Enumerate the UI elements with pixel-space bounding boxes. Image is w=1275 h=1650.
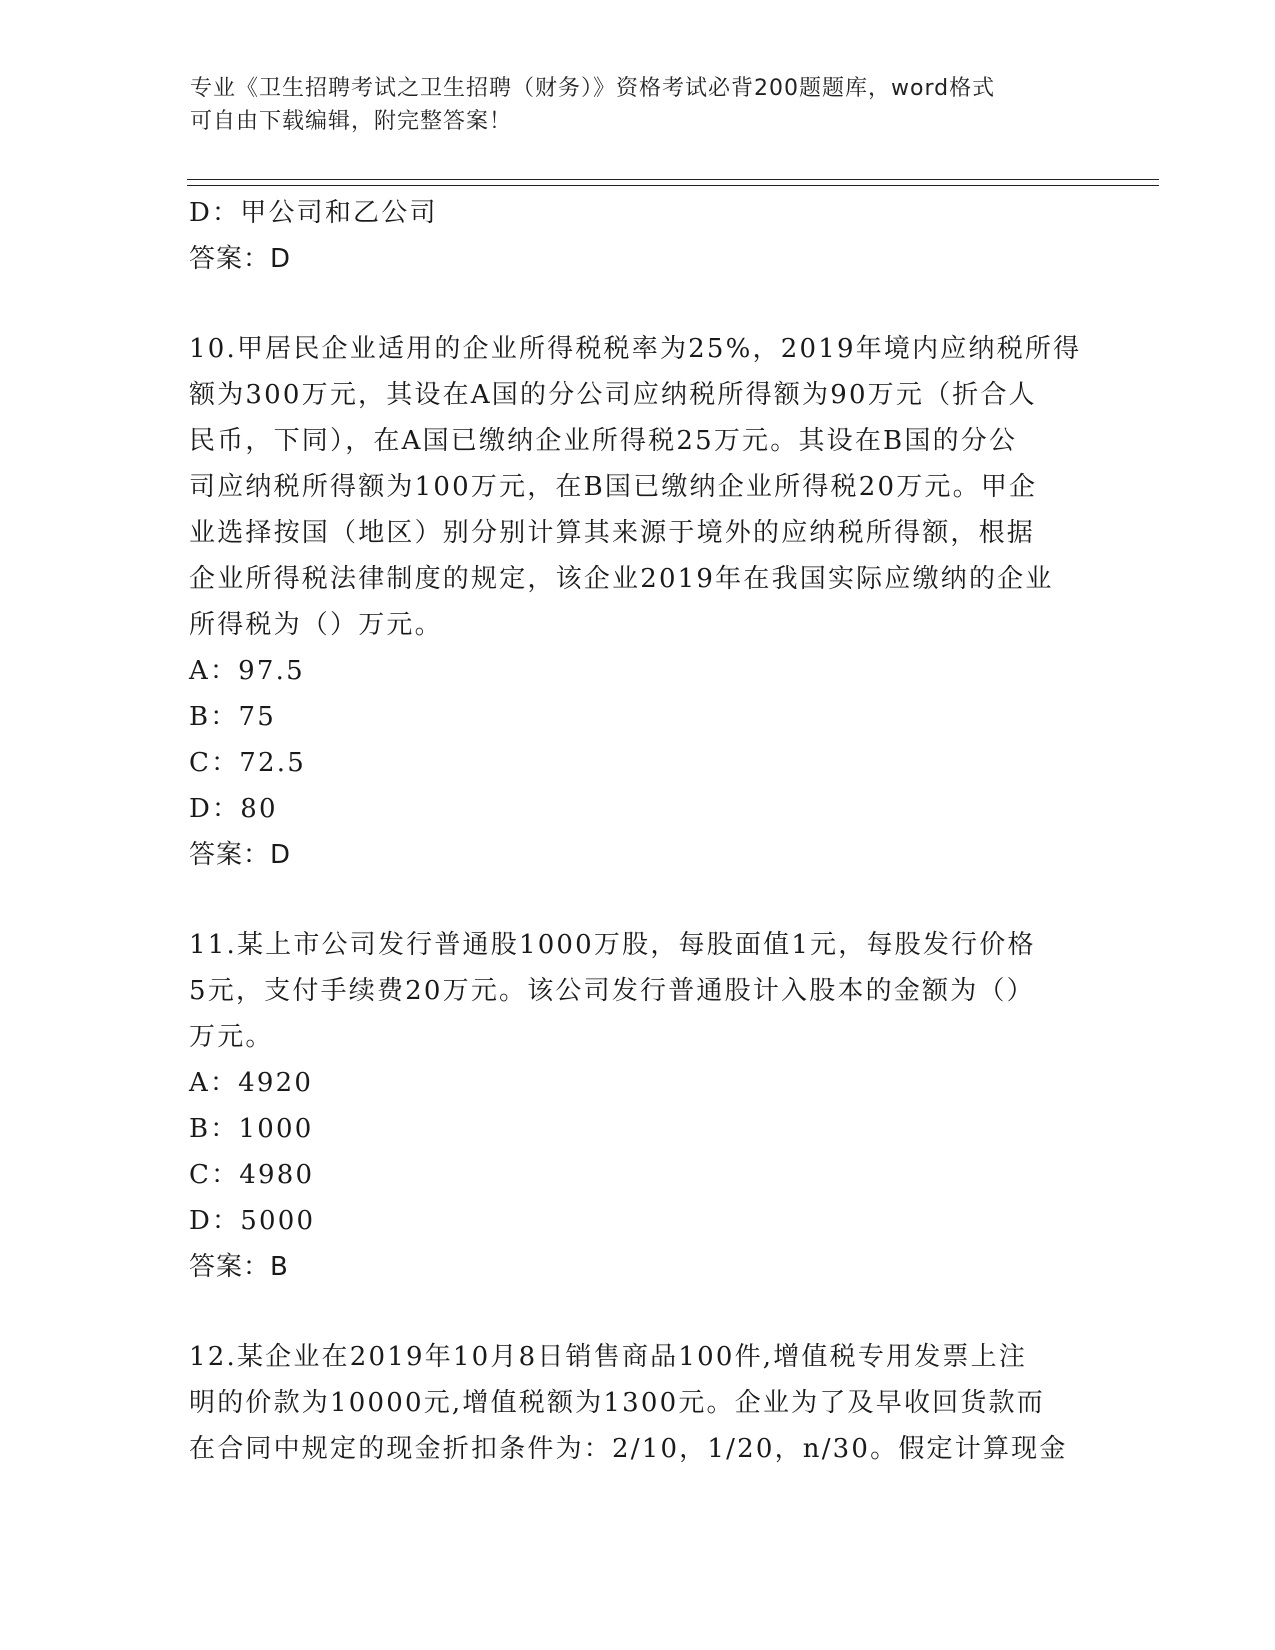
question-text-line: 额为300万元，其设在A国的分公司应纳税所得额为90万元（折合人 (189, 380, 1037, 410)
spacer (189, 282, 1089, 326)
header-line-2: 可自由下载编辑，附完整答案！ (190, 109, 513, 134)
option-d: D：5000 (189, 1206, 316, 1236)
document-header (190, 72, 1090, 138)
spacer (189, 878, 1089, 922)
question-text-line: 万元。 (189, 1022, 274, 1052)
question-text-line: 在合同中规定的现金折扣条件为：2/10，1/20，n/30。假定计算现金 (189, 1434, 1068, 1464)
option-d: D：80 (189, 794, 278, 824)
header-rule-top (187, 179, 1159, 180)
question-text-line: 11.某上市公司发行普通股1000万股，每股面值1元，每股发行价格 (189, 930, 1036, 960)
question-text-line: 5元，支付手续费20万元。该公司发行普通股计入股本的金额为（） (189, 976, 1035, 1006)
spacer (189, 1290, 1089, 1334)
option-b: B：1000 (189, 1114, 314, 1144)
answer: 答案：D (189, 840, 292, 870)
question-text-line: 12.某企业在2019年10月8日销售商品100件,增值税专用发票上注 (189, 1342, 1028, 1372)
option-d: D：甲公司和乙公司 (189, 198, 438, 228)
header-line-1: 专业《卫生招聘考试之卫生招聘（财务）》资格考试必背200题题库，word格式 (190, 76, 996, 101)
answer: 答案：B (189, 1252, 289, 1282)
question-text-line: 所得税为（）万元。 (189, 610, 443, 640)
question-text-line: 明的价款为10000元,增值税额为1300元。企业为了及早收回货款而 (189, 1388, 1045, 1418)
question-12 (189, 1334, 1089, 1472)
header-rule-bottom (187, 185, 1159, 186)
option-a: A：4920 (189, 1068, 314, 1098)
question-9-tail (189, 190, 1089, 282)
option-c: C：4980 (189, 1160, 315, 1190)
option-b: B：75 (189, 702, 276, 732)
question-text-line: 民币，下同），在A国已缴纳企业所得税25万元。其设在B国的分公 (189, 426, 1018, 456)
option-c: C：72.5 (189, 748, 306, 778)
option-a: A：97.5 (189, 656, 305, 686)
question-text-line: 10.甲居民企业适用的企业所得税税率为25%，2019年境内应纳税所得 (189, 334, 1082, 364)
question-text-line: 企业所得税法律制度的规定，该企业2019年在我国实际应缴纳的企业 (189, 564, 1054, 594)
question-11 (189, 922, 1089, 1290)
question-content (189, 190, 1089, 1472)
question-text-line: 业选择按国（地区）别分别计算其来源于境外的应纳税所得额，根据 (189, 518, 1036, 548)
question-10 (189, 326, 1089, 878)
answer: 答案：D (189, 244, 292, 274)
question-text-line: 司应纳税所得额为100万元，在B国已缴纳企业所得税20万元。甲企 (189, 472, 1038, 502)
